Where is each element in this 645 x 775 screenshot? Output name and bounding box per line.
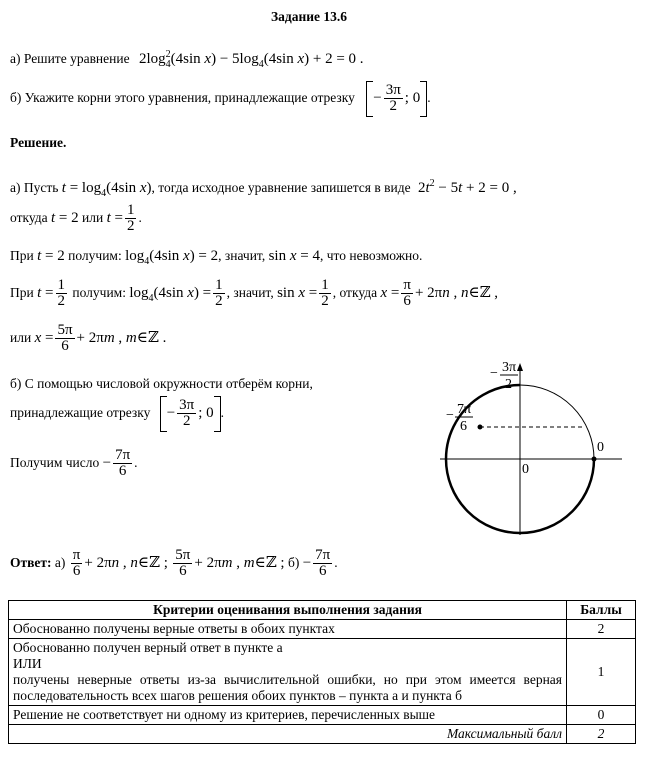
table-row [9, 620, 636, 639]
criteria-cell: Решение не соответствует ни одному из критериев, перечисленных выше [9, 706, 567, 725]
table-row [9, 639, 636, 706]
table-row [9, 706, 636, 725]
task-a-prefix: а) Решите уравнение [10, 51, 130, 66]
task-title: Задание 13.6 [271, 9, 348, 24]
points-cell: 0 [567, 706, 636, 725]
solution-line-4: При t = $\frac{1}{2}$ получим: $\log_4(4\sin$ x) = $\frac{1}{2}$ , значит, sin x = $\frac{1}{2}$ , откуда x = $\frac{\pi}{6}$ + 2πn , n∈ℤ , [10, 277, 499, 310]
b-line-2-text: принадлежащие отрезку [10, 405, 151, 420]
arc-left [446, 422, 520, 533]
point-7pi6 [478, 425, 483, 430]
task-a-equation: $2\log^2_4(4\sin$ $x) - 5\log_4(4\sin$ x) + 2 = 0 . [138, 49, 364, 70]
label-top-num: 3π [502, 360, 517, 375]
criteria-text-1: Обоснованно получен верный ответ в пункте а [13, 640, 283, 655]
fraction-3pi-2: $\frac{3\pi}{2}$ [385, 82, 401, 115]
table-row-max [9, 725, 636, 744]
label-left-num: 7π [457, 402, 472, 417]
task-b-prefix: б) Укажите корни этого уравнения, принадлежащие отрезку [10, 90, 355, 105]
answer-label: Ответ: [10, 555, 52, 570]
max-score-label: Максимальный балл [9, 725, 567, 744]
criteria-cell: Обоснованно получены верные ответы в обоих пунктах [9, 620, 567, 639]
label-top: − [490, 366, 498, 381]
point-zero [592, 457, 597, 462]
criteria-header: Критерии оценивания выполнения задания [9, 601, 567, 620]
line1-prefix: а) Пусть [10, 180, 59, 195]
label-center: 0 [522, 462, 529, 477]
label-left: − [446, 408, 454, 423]
criteria-text-or: ИЛИ [13, 656, 42, 671]
line1-mid: , тогда исходное уравнение запишется в виде [151, 180, 411, 195]
y-axis-arrow-icon [517, 363, 523, 371]
solution-line-5: или x = $\frac{5\pi}{6}$ + 2πm , m∈ℤ . [10, 322, 167, 355]
points-cell: 2 [567, 620, 636, 639]
solution-line-3: При t = 2 получим: $\log_4(4\sin$ x) = 2, значит, sin x = 4, что невозможно. [10, 248, 423, 267]
answer-line: Ответ: а) $\frac{\pi}{6}$ + 2πn , n∈ℤ ; $\frac{5\pi}{6}$ + 2πm , m∈ℤ ; б) − $\frac{7\pi}{6}$ . [10, 547, 338, 580]
points-cell: 1 [567, 639, 636, 706]
b-line-2: принадлежащие отрезку − $\frac{3\pi}{2}$ ; 0 . [10, 393, 224, 433]
points-header: Баллы [567, 601, 636, 620]
solution-heading: Решение. [10, 135, 67, 150]
solution-line-2: откуда t = 2 или t = $\frac{1}{2}$ . [10, 202, 142, 235]
arc-bottom-right [520, 459, 594, 533]
criteria-table [8, 600, 636, 744]
task-b: б) Укажите корни этого уравнения, принадлежащие отрезку − $\frac{3\pi}{2}$ ; 0 . [10, 78, 431, 118]
b-line-1: б) С помощью числовой окружности отберём корни, [10, 376, 313, 391]
b-line-3: Получим число − $\frac{7\pi}{6}$ . [10, 447, 138, 480]
label-top-den: 2 [505, 377, 512, 392]
right-bracket [420, 81, 427, 117]
label-right: 0 [597, 440, 604, 455]
number-circle-diagram [430, 355, 630, 540]
solution-line-1: а) Пусть $t = \log_4(4\sin$ x), тогда исходное уравнение запишется в виде $2t^2 - 5t + 2 = 0$ , [10, 178, 517, 199]
task-a [10, 46, 364, 74]
criteria-header-row [9, 601, 636, 620]
label-left-den: 6 [460, 419, 467, 434]
criteria-text-2: получены неверные ответы из-за вычислительной ошибки, но при этом имеется верная последовательность всех шагов решения обоих пунктов – пункта а и пункта б [13, 672, 562, 703]
criteria-cell [9, 639, 567, 706]
max-score-value: 2 [567, 725, 636, 744]
